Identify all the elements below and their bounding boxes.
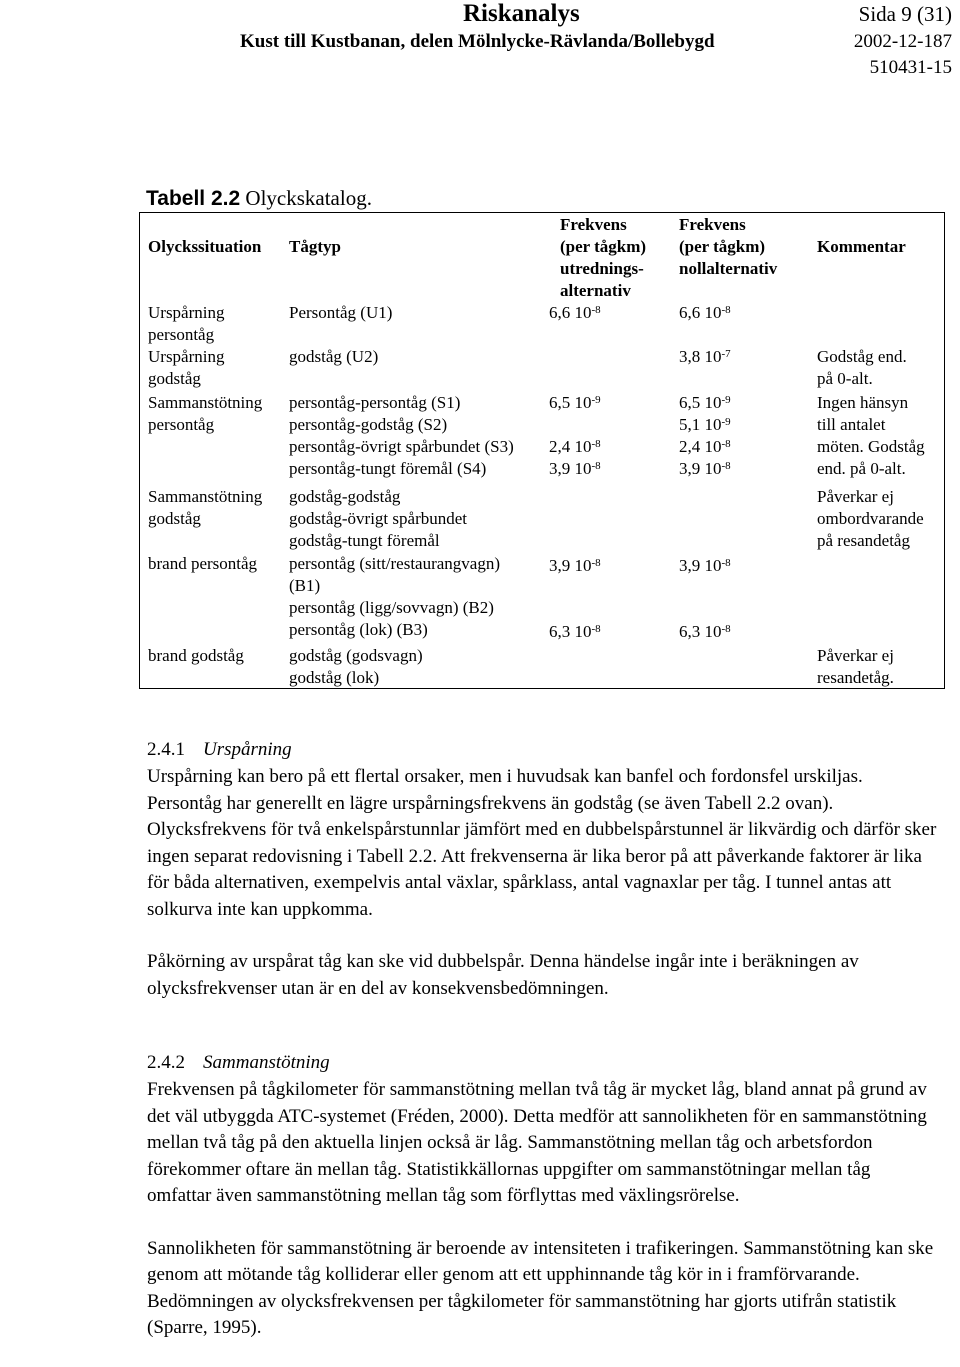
section-title: Urspårning [203, 739, 292, 760]
header-freq-null [679, 214, 777, 280]
row-comment [817, 645, 894, 689]
freq-exponent: -8 [721, 438, 731, 450]
freq-null-value [679, 436, 731, 458]
situation-line: godståg [148, 369, 201, 388]
train-type: godståg (godsvagn) [289, 646, 423, 665]
comment-line: på 0-alt. [817, 369, 873, 388]
document-subtitle: Kust till Kustbanan, delen Mölnlycke-Rävlanda/Bollebygd [240, 31, 715, 52]
header-freq-alt-line: Frekvens [560, 215, 627, 234]
freq-exponent: -8 [591, 304, 601, 316]
train-type: godståg-övrigt spårbundet [289, 509, 467, 528]
freq-alt-value [549, 458, 601, 480]
freq-exponent: -8 [721, 460, 731, 472]
freq-exponent: -7 [721, 348, 731, 360]
train-type: persontåg (sitt/restaurangvagn) [289, 554, 501, 573]
situation-line: brand persontåg [148, 554, 258, 573]
freq-mantissa: 3,9 10 [679, 459, 722, 478]
row-situation [148, 392, 262, 436]
freq-exponent: -8 [591, 623, 601, 635]
header-comment: Kommentar [817, 237, 906, 256]
freq-exponent: -8 [721, 304, 731, 316]
freq-exponent: -8 [721, 557, 731, 569]
train-type: Persontåg (U1) [289, 303, 393, 322]
freq-mantissa: 3,8 10 [679, 347, 722, 366]
row-situation [148, 346, 224, 390]
train-type: persontåg-persontåg (S1) [289, 393, 461, 412]
train-type: persontåg (ligg/sovvagn) (B2) [289, 598, 494, 617]
situation-line: brand godståg [148, 646, 244, 665]
train-type: persontåg-godståg (S2) [289, 415, 448, 434]
paragraph: Sannolikheten för sammanstötning är beroende av intensiteten i trafikeringen. Sammanstötning kan ske genom att mötande tåg kolliderar eller genom att ett upphinnande tåg kör in i framförvarande. Bedömningen av olycksfrekvensen per tågkilometer för sammanstötning har gjorts utifrån statistik (Sparre, 1995). [147, 1237, 934, 1338]
header-freq-null-line: Frekvens [679, 215, 746, 234]
freq-exponent: -8 [591, 557, 601, 569]
document-date: 2002-12-187 [853, 31, 952, 52]
train-type-list [289, 486, 467, 552]
comment-line: Påverkar ej [817, 487, 894, 506]
freq-exponent: -8 [591, 460, 601, 472]
train-type: persontåg-tungt föremål (S4) [289, 459, 487, 478]
freq-null-value [679, 458, 731, 480]
freq-null-value [679, 302, 731, 324]
freq-mantissa: 2,4 10 [679, 437, 722, 456]
train-type-list [289, 645, 423, 689]
freq-mantissa: 6,3 10 [549, 622, 592, 641]
section-heading-2-4-2 [147, 1052, 330, 1074]
freq-exponent: -8 [591, 438, 601, 450]
section-number: 2.4.1 [147, 739, 185, 760]
table-caption-text: Olyckskatalog. [240, 186, 372, 210]
comment-line: till antalet [817, 415, 886, 434]
train-type: persontåg-övrigt spårbundet (S3) [289, 437, 514, 456]
situation-line: Sammanstötning [148, 393, 263, 412]
freq-mantissa: 5,1 10 [679, 415, 722, 434]
header-freq-alt-line: utrednings- [560, 259, 644, 278]
section-number: 2.4.2 [147, 1052, 185, 1073]
freq-mantissa: 3,9 10 [549, 556, 592, 575]
situation-line: Urspårning [148, 347, 225, 366]
freq-mantissa: 2,4 10 [549, 437, 592, 456]
freq-exponent: -9 [591, 394, 601, 406]
train-type-list [289, 392, 514, 480]
comment-line: på resandetåg [817, 531, 910, 550]
freq-mantissa: 6,5 10 [549, 393, 592, 412]
situation-line: Urspårning [148, 303, 225, 322]
freq-null-value [679, 555, 731, 577]
train-type: (B1) [289, 576, 321, 595]
row-situation [148, 302, 224, 346]
comment-line: resandetåg. [817, 668, 894, 687]
freq-mantissa: 6,6 10 [679, 303, 722, 322]
freq-mantissa: 6,6 10 [549, 303, 592, 322]
freq-exponent: -9 [721, 394, 731, 406]
row-situation [148, 645, 244, 667]
freq-null-value [679, 414, 731, 436]
train-type: godståg (lok) [289, 668, 380, 687]
document-code: 510431-15 [869, 57, 952, 78]
situation-line: Sammanstötning [148, 487, 263, 506]
section-body-2-4-1 [147, 764, 937, 1002]
row-comment [817, 346, 907, 390]
header-freq-alt-line: (per tågkm) [560, 237, 647, 256]
freq-exponent: -9 [721, 416, 731, 428]
comment-line: Godståg end. [817, 347, 907, 366]
freq-alt-value [549, 621, 601, 643]
freq-alt-value [549, 555, 601, 577]
freq-exponent: -8 [721, 623, 731, 635]
situation-line: godståg [148, 509, 201, 528]
table-caption-label: Tabell 2.2 [146, 187, 241, 210]
comment-line: möten. Godståg [817, 437, 925, 456]
row-situation [148, 553, 257, 575]
freq-null-value [679, 621, 731, 643]
train-type: godståg-godståg [289, 487, 401, 506]
comment-line: Påverkar ej [817, 646, 894, 665]
header-situation: Olyckssituation [148, 237, 262, 256]
header-freq-alt-line: alternativ [560, 281, 631, 300]
train-type: godståg (U2) [289, 347, 379, 366]
paragraph: Frekvensen på tågkilometer för sammanstötning mellan två tåg är mycket låg, bland annat på grund av det väl utbyggda ATC-systemet (Fréden, 2000). Detta medför att sannolikheten för en sammanstötning mellan två tåg på den aktuella linjen också är låg. Sammanstötning mellan tåg och arbetsfordon förekommer oftare än mellan tåg. Statistikkällornas uppgifter om sammanstötningar mellan tåg omfattar även sammanstötning mellan tåg som förflyttas med växlingsrörelse. [147, 1079, 927, 1206]
header-freq-null-line: (per tågkm) [679, 237, 766, 256]
situation-line: persontåg [148, 325, 215, 344]
section-title: Sammanstötning [203, 1052, 330, 1073]
freq-null-value [679, 392, 731, 414]
header-freq-alt [560, 214, 646, 302]
section-heading-2-4-1 [147, 739, 292, 761]
freq-mantissa: 6,5 10 [679, 393, 722, 412]
freq-alt-value [549, 302, 601, 324]
train-type: persontåg (lok) (B3) [289, 620, 428, 639]
document-title: Riskanalys [463, 0, 580, 27]
accident-catalog-table [139, 212, 945, 689]
freq-mantissa: 3,9 10 [549, 459, 592, 478]
page-number: Sida 9 (31) [858, 2, 952, 26]
freq-alt-value [549, 436, 601, 458]
train-type-list [289, 553, 500, 641]
comment-line: end. på 0-alt. [817, 459, 906, 478]
comment-line: ombordvarande [817, 509, 924, 528]
section-body-2-4-2 [147, 1077, 937, 1342]
paragraph: Påkörning av urspårat tåg kan ske vid dubbelspår. Denna händelse ingår inte i beräkningen av olycksfrekvenser utan är en del av konsekvensbedömningen. [147, 951, 859, 999]
situation-line: persontåg [148, 415, 215, 434]
freq-alt-value [549, 392, 601, 414]
row-comment [817, 486, 924, 552]
comment-line: Ingen hänsyn [817, 393, 909, 412]
freq-null-value [679, 346, 731, 368]
train-type: godståg-tungt föremål [289, 531, 440, 550]
row-situation [148, 486, 262, 530]
freq-mantissa: 3,9 10 [679, 556, 722, 575]
header-freq-null-line: nollalternativ [679, 259, 778, 278]
freq-mantissa: 6,3 10 [679, 622, 722, 641]
header-train-type: Tågtyp [289, 237, 341, 256]
paragraph: Urspårning kan bero på ett flertal orsaker, men i huvudsak kan banfel och fordonsfel urskiljas. Persontåg har generellt en lägre urspårningsfrekvens än godståg (se även Tabell 2.2 ovan). Olycksfrekvens för två enkelspårstunnlar jämfört med en dubbelspårstunnel är likvärdig och därför sker ingen separat redovisning i Tabell 2.2. Att frekvenserna är lika beror på att påverkande faktorer är lika för båda alternativen, exempelvis antal växlar, spårklass, antal vagnaxlar per tåg. I tunnel antas att solkurva inte kan uppkomma. [147, 766, 937, 920]
table-caption [146, 186, 372, 211]
row-comment [817, 392, 925, 480]
